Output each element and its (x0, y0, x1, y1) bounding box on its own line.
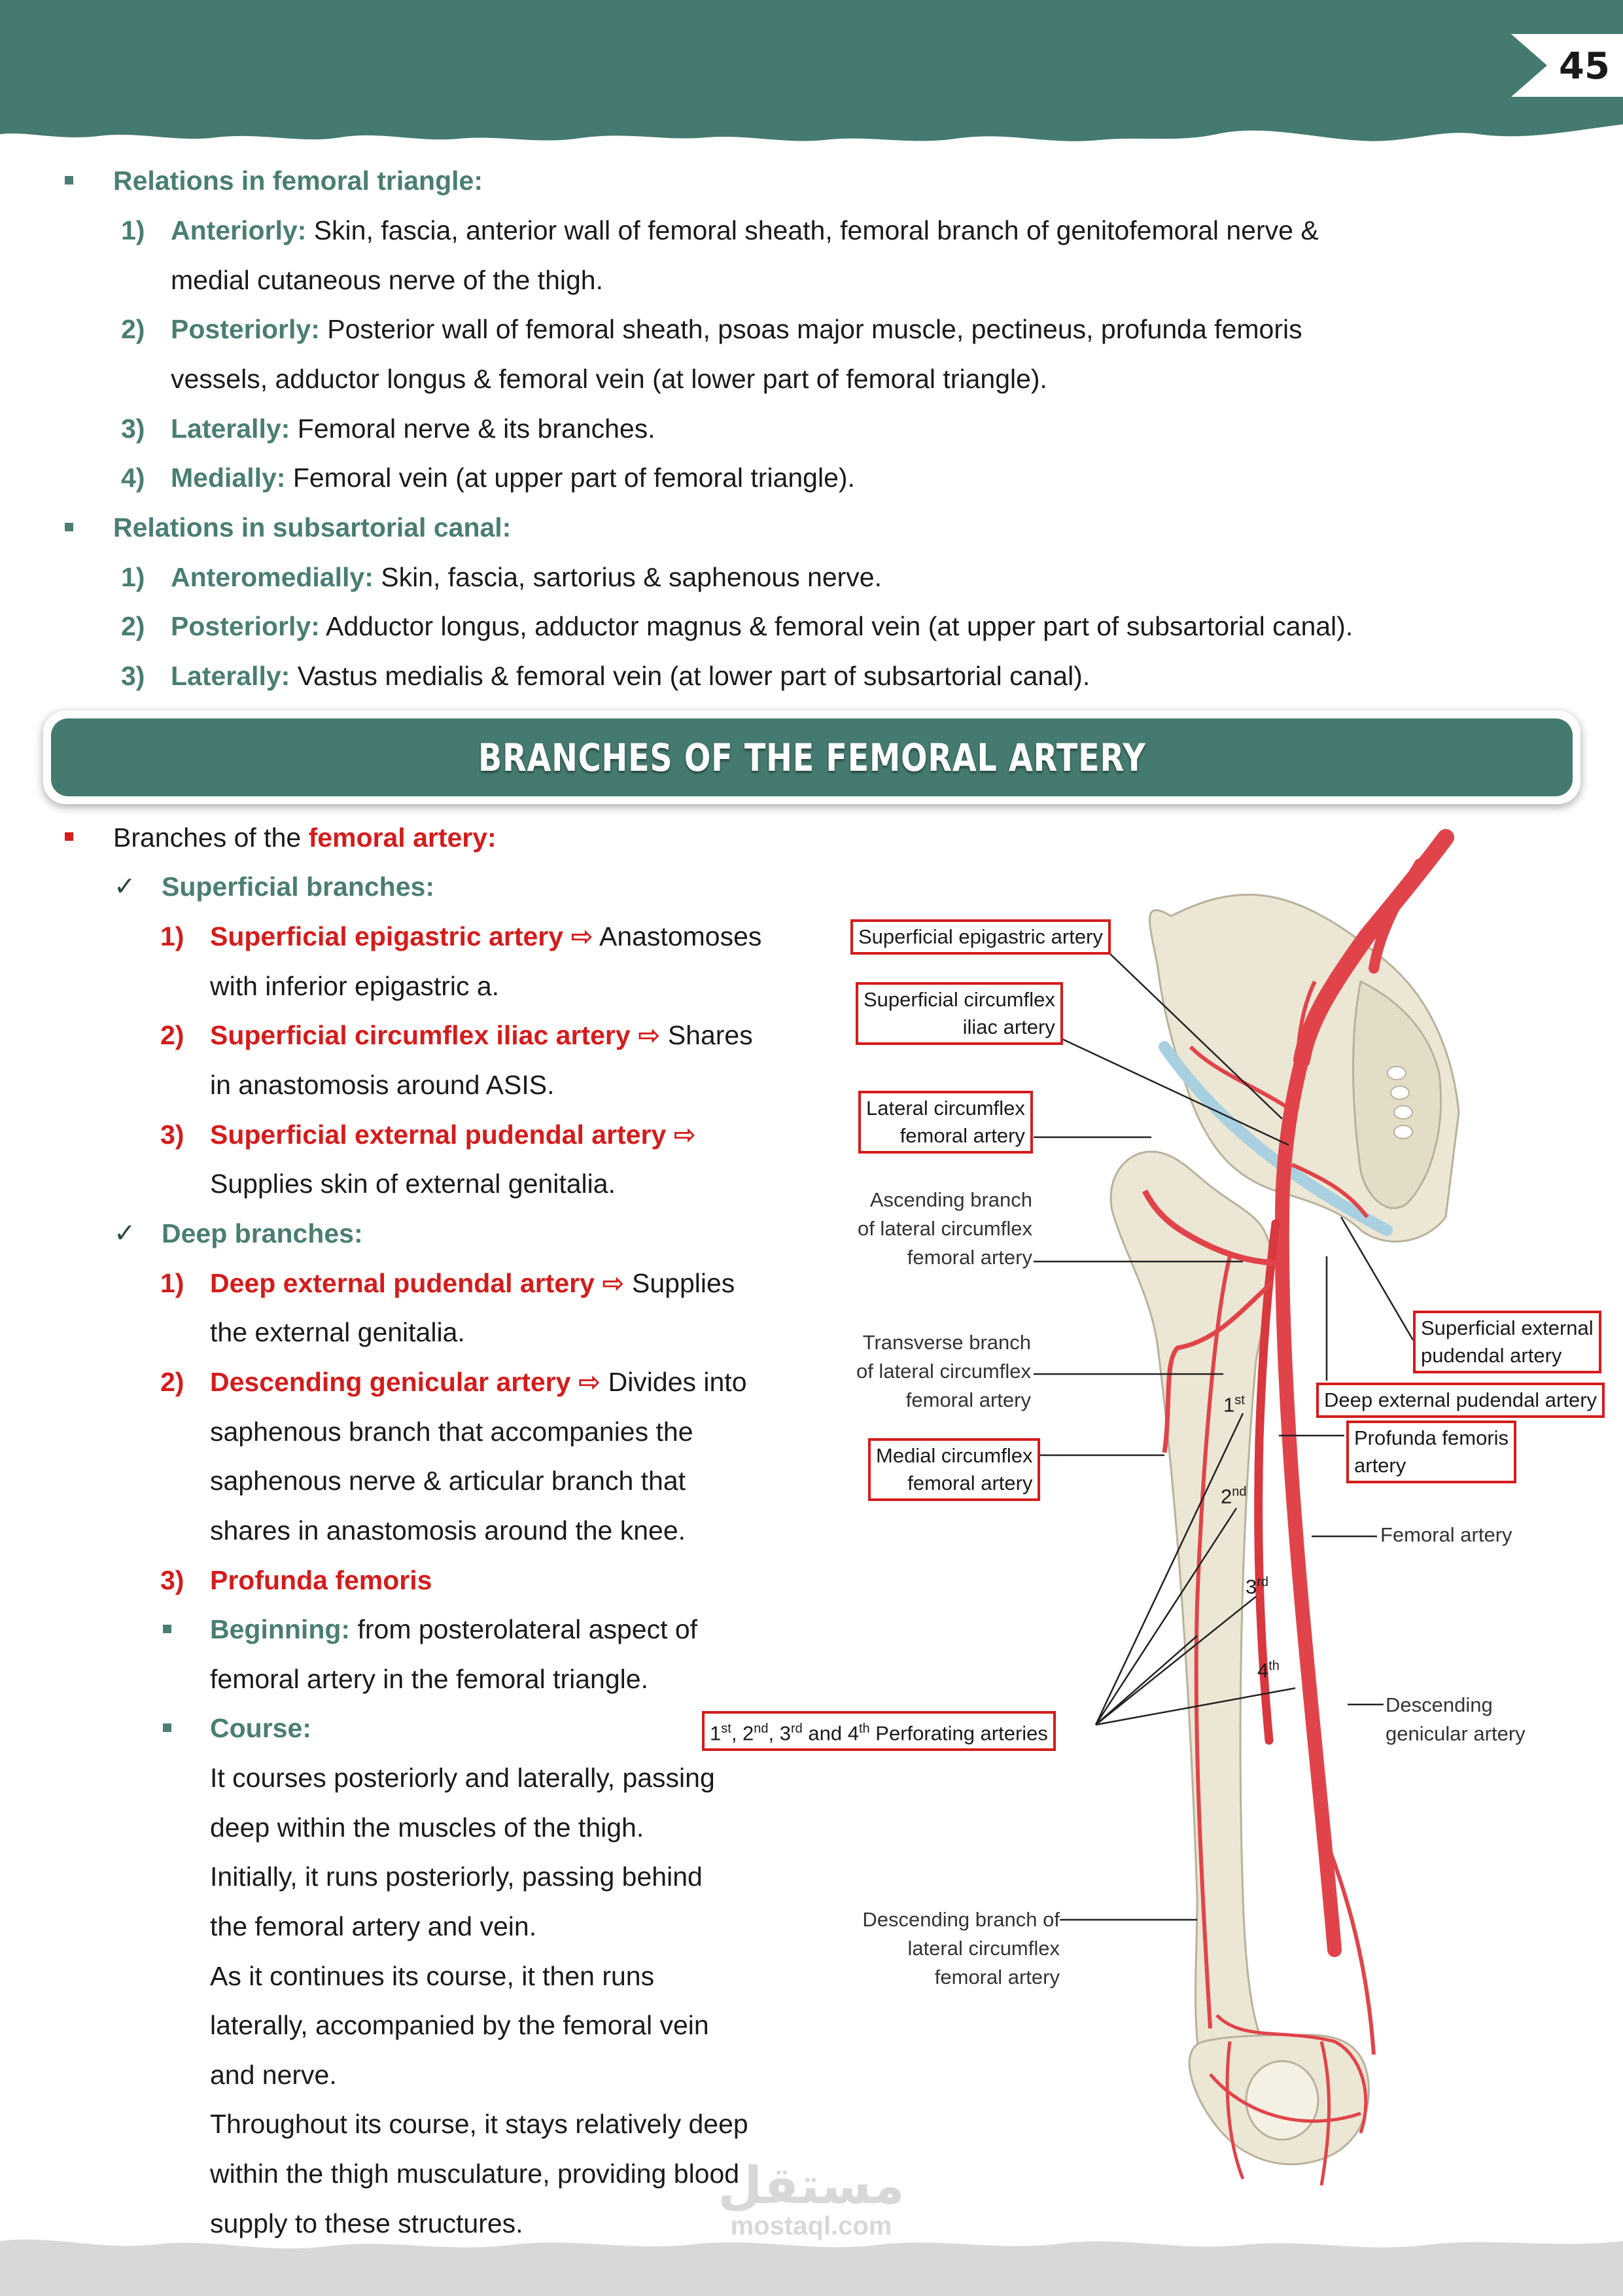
item-label: Laterally: (171, 414, 290, 444)
label-part: Perforating arteries (869, 1722, 1048, 1745)
deep-item-2-cont: shares in anastomosis around the knee. (210, 1515, 686, 1545)
deep-heading: Deep branches: (162, 1218, 363, 1248)
subsartorial-item-1 (121, 552, 882, 602)
section-banner (43, 711, 1580, 804)
item-number: 1) (160, 1268, 184, 1298)
label-deep-external-pudendal: Deep external pudendal artery (1316, 1383, 1605, 1418)
femur-bone (1111, 1152, 1276, 2081)
item-number: 3) (121, 661, 145, 691)
label-line: femoral artery (907, 1246, 1032, 1269)
label-medial-circumflex-femoral (868, 1438, 1040, 1501)
course-line: It courses posteriorly and laterally, passing (210, 1763, 715, 1793)
artery-name: Profunda femoris (210, 1565, 432, 1595)
label-line: genicular artery (1386, 1722, 1526, 1745)
branches-intro (113, 813, 497, 862)
perforator-mark-4 (1257, 1651, 1280, 1685)
course-line: Initially, it runs posteriorly, passing behind (210, 1862, 703, 1892)
femoral-triangle-item-1-cont: medial cutaneous nerve of the thigh. (171, 265, 603, 295)
label-descending-genicular (1386, 1691, 1526, 1748)
item-text: Posterior wall of femoral sheath, psoas major muscle, pectineus, profunda femoris (319, 314, 1302, 344)
perforator-mark-1 (1223, 1386, 1245, 1419)
deep-item-1 (160, 1258, 735, 1308)
checkmark-icon: ✓ (114, 872, 136, 902)
checkmark-icon: ✓ (114, 1218, 136, 1248)
label-femoral-artery: Femoral artery (1380, 1523, 1512, 1546)
label-line: iliac artery (962, 1016, 1055, 1038)
deep-item-2-cont: saphenous branch that accompanies the (210, 1417, 693, 1447)
profunda-beginning (210, 1604, 697, 1654)
item-number: 1) (121, 215, 145, 245)
item-number: 3) (121, 414, 145, 444)
label-line: Descending (1386, 1693, 1493, 1716)
label-superficial-epigastric: Superficial epigastric artery (850, 919, 1111, 955)
superficial-item-1 (160, 911, 761, 961)
label-line: Descending branch of (862, 1908, 1060, 1931)
label-part: 1 (710, 1722, 722, 1745)
label-sup: rd (791, 1722, 803, 1736)
bullet-square (65, 523, 73, 531)
label-sup: nd (754, 1722, 769, 1736)
course-line: within the thigh musculature, providing blood (210, 2159, 740, 2189)
branches-intro-highlight: femoral artery: (308, 822, 497, 853)
femoral-triangle-item-1 (121, 205, 1319, 255)
watermark-arabic: مستقل (718, 2157, 905, 2214)
superficial-item-1-cont: with inferior epigastric a. (210, 971, 500, 1001)
label-line: Medial circumflex (876, 1444, 1033, 1467)
artery-name: Superficial epigastric artery (210, 921, 564, 951)
item-text: Divides into (601, 1367, 747, 1397)
label-lateral-circumflex-femoral (858, 1091, 1033, 1154)
course-line: and nerve. (210, 2060, 337, 2090)
item-number: 2) (160, 1367, 184, 1397)
section-banner-fill (51, 718, 1573, 796)
bullet-square (163, 1625, 171, 1633)
item-label: Laterally: (171, 661, 290, 691)
deep-item-2 (160, 1357, 747, 1407)
item-text: Skin, fascia, sartorius & saphenous nerve. (373, 562, 882, 592)
perforator-mark-3 (1246, 1568, 1268, 1601)
arrow-icon: ⇨ (602, 1268, 625, 1298)
item-number: 2) (160, 1020, 184, 1050)
page-number: 45 (1559, 45, 1610, 88)
label-line: artery (1354, 1454, 1406, 1477)
item-label: Posteriorly: (171, 611, 320, 641)
label-line: of lateral circumflex (857, 1217, 1032, 1240)
label-superficial-external-pudendal (1413, 1311, 1601, 1373)
item-number: 3) (160, 1565, 184, 1595)
label-line: Superficial circumflex (864, 988, 1055, 1011)
item-number: 2) (121, 314, 145, 344)
deep-item-3 (160, 1555, 432, 1605)
superficial-item-3 (160, 1110, 696, 1159)
label-line: femoral artery (899, 1124, 1025, 1147)
deep-item-1-cont: the external genitalia. (210, 1317, 465, 1347)
femoral-triangle-item-2-cont: vessels, adductor longus & femoral vein (at lower part of femoral triangle). (171, 364, 1047, 394)
bullet-square (163, 1723, 171, 1732)
label-sup: st (721, 1722, 731, 1736)
mark-num: 3 (1246, 1575, 1257, 1598)
label-part: , 2 (731, 1722, 754, 1745)
mark-num: 2 (1221, 1485, 1232, 1508)
deep-item-2-cont: saphenous nerve & articular branch that (210, 1466, 686, 1496)
mark-sup: th (1268, 1659, 1280, 1673)
superficial-item-2 (160, 1010, 753, 1060)
item-number: 1) (121, 562, 145, 592)
mark-num: 4 (1257, 1659, 1269, 1682)
mark-sup: rd (1257, 1575, 1269, 1589)
item-label: Medially: (171, 463, 286, 493)
item-label: Anteromedially: (171, 562, 374, 592)
beginning-label: Beginning: (210, 1614, 351, 1644)
artery-name: Deep external pudendal artery (210, 1268, 595, 1298)
arrow-icon: ⇨ (638, 1020, 661, 1050)
beginning-text: from posterolateral aspect of (350, 1614, 698, 1644)
label-line: femoral artery (905, 1388, 1031, 1411)
label-profunda-femoris (1346, 1421, 1516, 1483)
label-line: of lateral circumflex (856, 1360, 1031, 1383)
artery-name: Descending genicular artery (210, 1367, 571, 1397)
section-title: BRANCHES OF THE FEMORAL ARTERY (478, 735, 1146, 780)
label-line: femoral artery (934, 1966, 1060, 1988)
mark-sup: st (1234, 1393, 1245, 1407)
arrow-icon: ⇨ (673, 1120, 697, 1150)
label-line: lateral circumflex (907, 1937, 1060, 1960)
femoral-artery-illustration (693, 824, 1622, 2212)
femoral-triangle-item-2 (121, 304, 1302, 354)
subsartorial-heading: Relations in subsartorial canal: (113, 512, 512, 542)
artery-name: Superficial external pudendal artery (210, 1120, 667, 1150)
item-number: 2) (121, 611, 145, 641)
label-sup: th (859, 1722, 870, 1736)
label-line: Lateral circumflex (866, 1097, 1025, 1120)
label-line: pudendal artery (1421, 1344, 1562, 1367)
page-footer-band (0, 2215, 1623, 2296)
course-line: supply to these structures. (210, 2208, 523, 2238)
watermark-latin: mostaql.com (730, 2212, 892, 2240)
course-line: As it continues its course, it then runs (210, 1961, 655, 1991)
femoral-triangle-item-3 (121, 404, 655, 453)
label-ascending-branch (850, 1186, 1032, 1272)
bullet-square (65, 176, 73, 185)
item-text: Vastus medialis & femoral vein (at lower part of subsartorial canal). (290, 661, 1091, 691)
superficial-heading: Superficial branches: (162, 872, 434, 902)
mark-num: 1 (1223, 1393, 1235, 1417)
course-line: laterally, accompanied by the femoral vein (210, 2010, 709, 2040)
subsartorial-item-3 (121, 651, 1090, 701)
label-line: Ascending branch (869, 1188, 1032, 1211)
bullet-square (65, 832, 73, 841)
label-perforating-arteries (702, 1711, 1056, 1751)
course-line: the femoral artery and vein. (210, 1911, 537, 1941)
superficial-item-3-cont: Supplies skin of external genitalia. (210, 1169, 616, 1199)
item-text: Anastomoses (593, 921, 762, 951)
subsartorial-item-2 (121, 601, 1353, 651)
item-text: Femoral nerve & its branches. (290, 414, 655, 444)
label-descending-branch (850, 1905, 1060, 1992)
item-text: Shares (660, 1020, 753, 1050)
label-line: Profunda femoris (1354, 1426, 1509, 1449)
label-line: Transverse branch (862, 1331, 1031, 1354)
superficial-item-2-cont: in anastomosis around ASIS. (210, 1070, 555, 1100)
item-text: Supplies (624, 1268, 735, 1298)
item-text: Skin, fascia, anterior wall of femoral sheath, femoral branch of genitofemoral nerve & (306, 215, 1319, 245)
label-part: and 4 (802, 1722, 859, 1745)
item-number: 1) (160, 921, 184, 951)
course-line: deep within the muscles of the thigh. (210, 1812, 644, 1843)
arrow-icon: ⇨ (570, 921, 593, 951)
artery-name: Superficial circumflex iliac artery (210, 1020, 631, 1050)
label-part: , 3 (768, 1722, 791, 1745)
femoral-triangle-item-4 (121, 453, 855, 503)
item-label: Posteriorly: (171, 314, 320, 344)
label-line: Superficial external (1421, 1316, 1594, 1339)
femoral-triangle-heading: Relations in femoral triangle: (113, 166, 483, 196)
page-header-banner (0, 0, 1623, 157)
label-line: femoral artery (907, 1472, 1033, 1494)
course-label: Course: (210, 1713, 311, 1743)
mark-sup: nd (1232, 1485, 1247, 1499)
item-number: 4) (121, 463, 145, 493)
branches-intro-text: Branches of the (113, 822, 309, 853)
item-text: Adductor longus, adductor magnus & femoral vein (at upper part of subsartorial canal). (319, 611, 1353, 641)
course-line: Throughout its course, it stays relatively deep (210, 2109, 748, 2139)
item-text: Femoral vein (at upper part of femoral triangle). (285, 463, 855, 493)
label-transverse-branch (850, 1328, 1031, 1415)
label-superficial-circumflex-iliac (856, 982, 1063, 1045)
perforator-mark-2 (1221, 1477, 1247, 1511)
arrow-icon: ⇨ (578, 1367, 601, 1397)
item-number: 3) (160, 1120, 184, 1150)
item-label: Anteriorly: (171, 215, 307, 245)
profunda-beginning-cont: femoral artery in the femoral triangle. (210, 1664, 648, 1694)
